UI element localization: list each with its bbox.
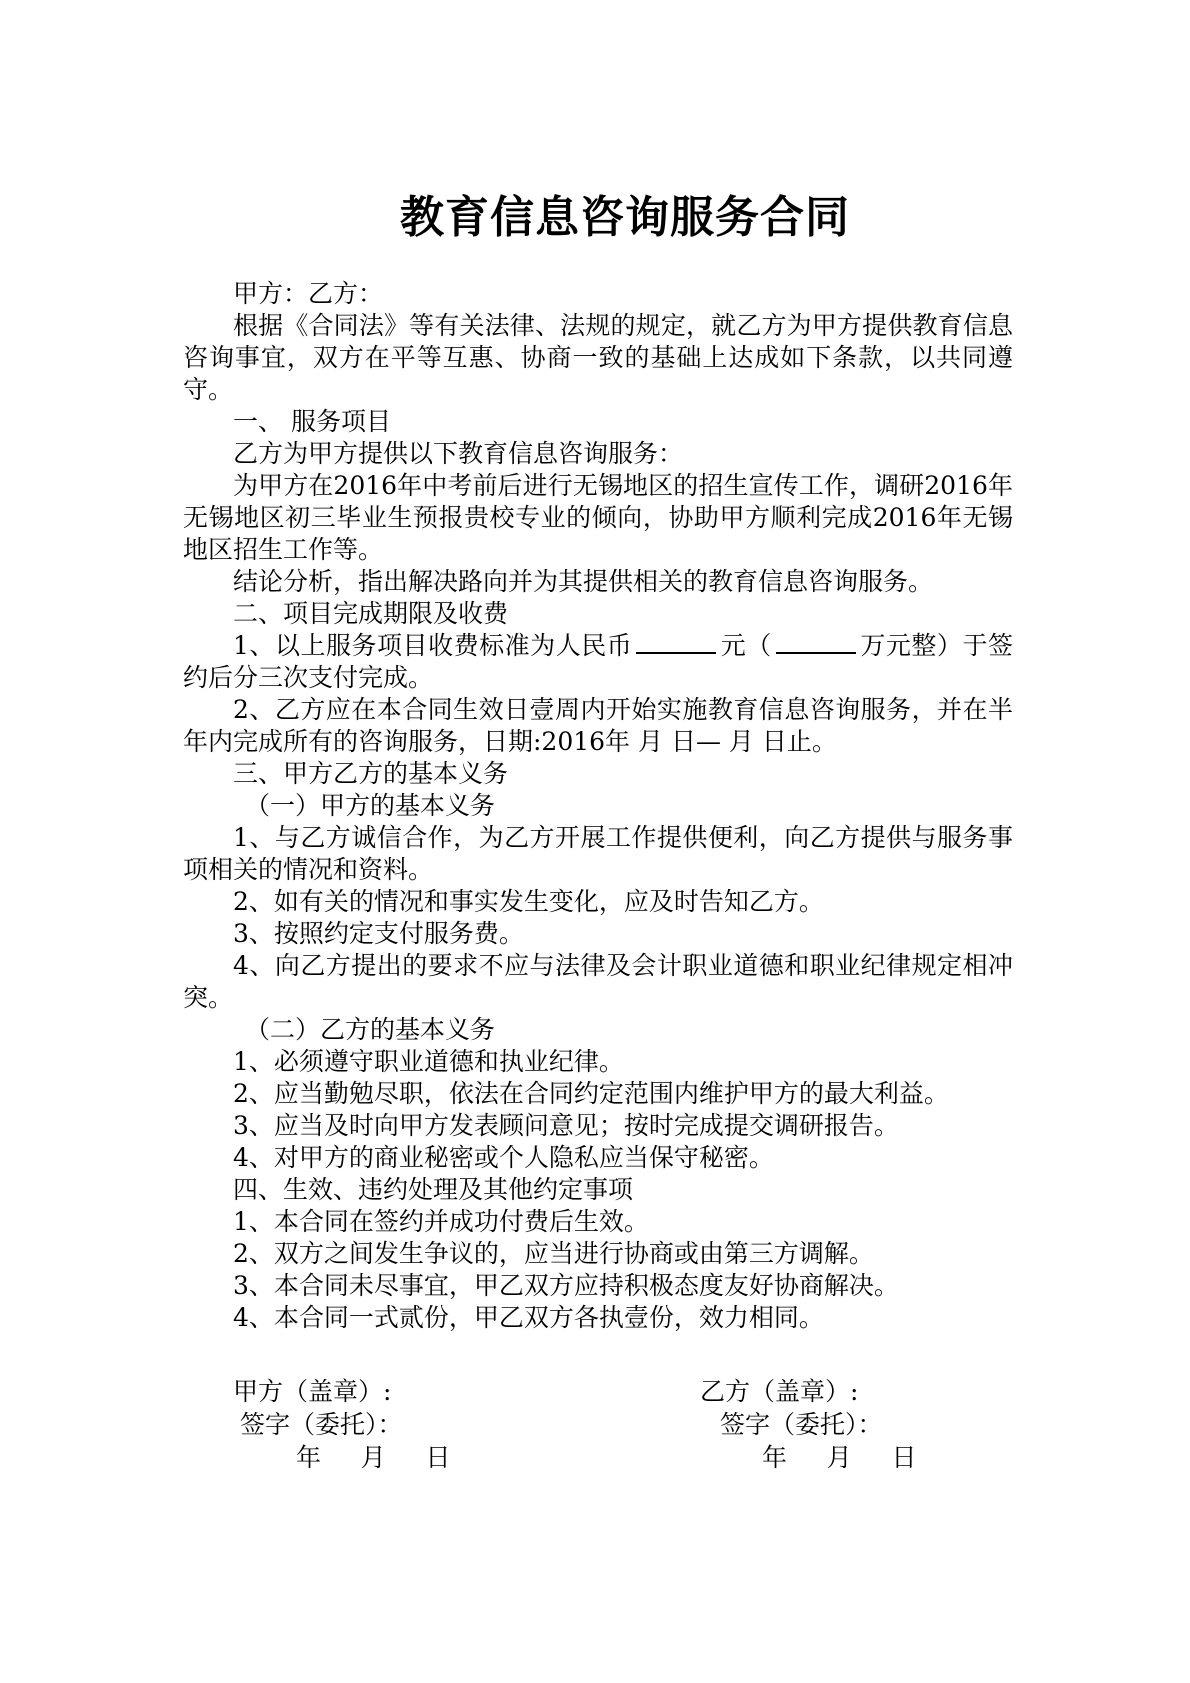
fee-text-2: 元（: [720, 631, 772, 660]
partyA-duty-item: 2、如有关的情况和事实发生变化，应及时告知乙方。: [233, 887, 824, 916]
fee-wan-blank: [776, 630, 856, 654]
partyB-duty-item: 3、应当及时向甲方发表顾问意见；按时完成提交调研报告。: [233, 1111, 899, 1140]
partyB-sign-label: 签字（委托）：: [720, 1410, 883, 1439]
partyA-duty-item: 1、与乙方诚信合作，为乙方开展工作提供便利，向乙方提供与服务事项相关的情况和资料。: [183, 823, 1013, 884]
partyB-duties-heading: （二）乙方的基本义务: [245, 1015, 496, 1044]
section1-item: 为甲方在2016年中考前后进行无锡地区的招生宣传工作，调研2016年无锡地区初三毕业生预报贵校专业的倾向，协助甲方顺利完成2016年无锡地区招生工作等。: [183, 471, 1013, 564]
partyA-sign-label: 签字（委托）：: [240, 1410, 403, 1439]
section2-fee: [183, 630, 1013, 694]
section3-heading: 三、甲方乙方的基本义务: [233, 759, 509, 788]
partyB-duty-item: 4、对甲方的商业秘密或个人隐私应当保守秘密。: [233, 1143, 774, 1172]
partyA-seal-label: 甲方（盖章）:: [233, 1377, 392, 1406]
fee-amount-blank: [636, 630, 716, 654]
partyA-duties-heading: （一）甲方的基本义务: [245, 791, 496, 820]
intro-paragraph: 根据《合同法》等有关法律、法规的规定，就乙方为甲方提供教育信息咨询事宜，双方在平等互惠、协商一致的基础上达成如下条款，以共同遵守。: [183, 311, 1013, 404]
parties-line: 甲方：乙方：: [233, 279, 384, 308]
partyA-duty-item: 4、向乙方提出的要求不应与法律及会计职业道德和职业纪律规定相冲突。: [183, 951, 1013, 1012]
partyA-date-label: 年 月 日: [296, 1443, 451, 1472]
section4-item: 3、本合同未尽事宜，甲乙双方应持积极态度友好协商解决。: [233, 1271, 899, 1300]
contract-body: [183, 278, 1013, 1334]
section2-term: 2、乙方应在本合同生效日壹周内开始实施教育信息咨询服务，并在半年内完成所有的咨询服务，日期:2016年 月 日— 月 日止。: [183, 695, 1013, 756]
partyB-date-label: 年 月 日: [762, 1443, 917, 1472]
section1-heading: 一、 服务项目: [233, 407, 391, 436]
section1-conclusion: 结论分析，指出解决路向并为其提供相关的教育信息咨询服务。: [233, 567, 934, 596]
fee-text-1: 1、以上服务项目收费标准为人民币: [233, 631, 633, 660]
partyB-duty-item: 1、必须遵守职业道德和执业纪律。: [233, 1047, 624, 1076]
page-title: 教育信息咨询服务合同: [400, 192, 850, 243]
section4-item: 1、本合同在签约并成功付费后生效。: [233, 1207, 649, 1236]
section4-heading: 四、生效、违约处理及其他约定事项: [233, 1175, 634, 1204]
partyB-duty-item: 2、应当勤勉尽职，依法在合同约定范围内维护甲方的最大利益。: [233, 1079, 949, 1108]
partyB-seal-label: 乙方（盖章）:: [700, 1377, 859, 1406]
fee-text-3: 万元整）于签约后分三次支付完成。: [183, 631, 1013, 692]
partyA-duty-item: 3、按照约定支付服务费。: [233, 919, 524, 948]
section4-item: 2、双方之间发生争议的，应当进行协商或由第三方调解。: [233, 1239, 874, 1268]
section4-item: 4、本合同一式贰份，甲乙双方各执壹份，效力相同。: [233, 1303, 824, 1332]
section1-lead: 乙方为甲方提供以下教育信息咨询服务：: [233, 439, 684, 468]
section2-heading: 二、项目完成期限及收费: [233, 599, 509, 628]
